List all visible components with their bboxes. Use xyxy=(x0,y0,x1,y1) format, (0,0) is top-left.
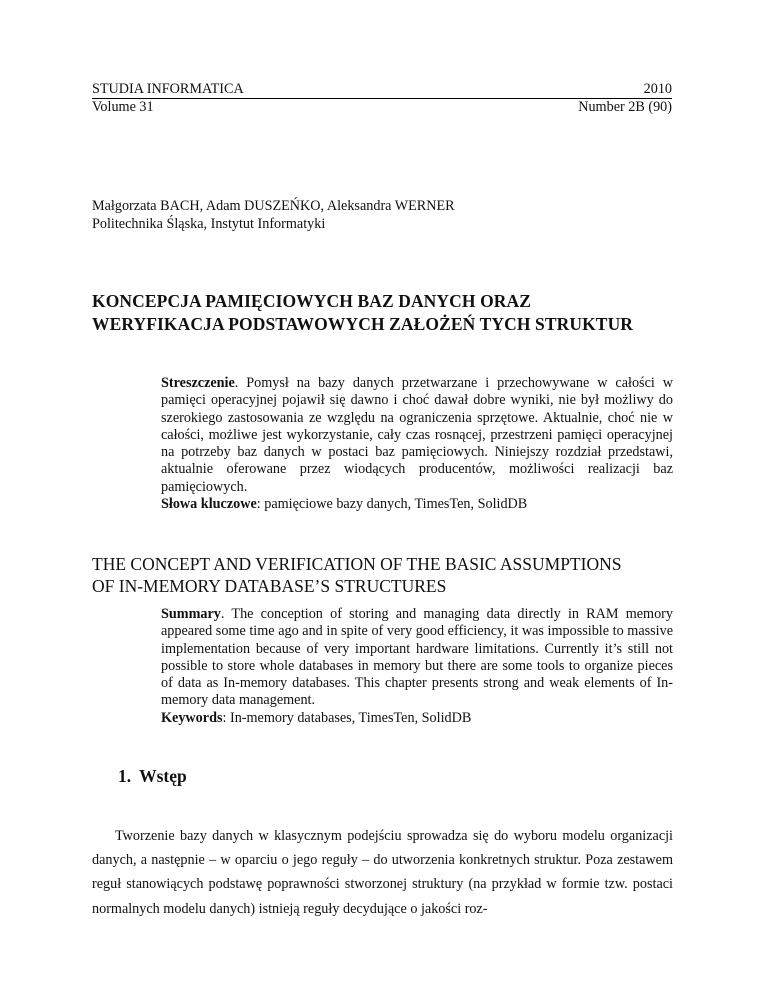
paper-title-polish-line2: WERYFIKACJA PODSTAWOWYCH ZAŁOŻEŃ TYCH STRUKTUR xyxy=(92,314,634,334)
keywords-polish-label: Słowa kluczowe xyxy=(161,496,257,513)
paper-title-english-line1: THE CONCEPT AND VERIFICATION OF THE BASIC ASSUMPTIONS xyxy=(92,554,622,574)
paper-title-polish-line1: KONCEPCJA PAMIĘCIOWYCH BAZ DANYCH ORAZ xyxy=(92,291,532,311)
keywords-polish-list: : pamięciowe bazy danych, TimesTen, SolidDB xyxy=(256,496,528,513)
keywords-english-label: Keywords xyxy=(161,709,223,726)
section-title: Wstęp xyxy=(139,766,187,786)
abstract-english-body: . The conception of storing and managing data directly in RAM memory appeared some time ago and in spite of very good efficiency, it was impossible to massive implementation because of very important hardware limitations. Currently it’s still not possible to store whole databases in memory but there are some tools to organize pieces of data as In-memory databases. This chapter presents strong and weak elements of In-memory data management. xyxy=(161,606,673,709)
abstract-polish-text xyxy=(161,375,673,496)
paper-title-english xyxy=(92,554,692,597)
keywords-english-list: : In-memory databases, TimesTen, SolidDB xyxy=(222,709,472,726)
paper-title-english-line2: OF IN-MEMORY DATABASE’S STRUCTURES xyxy=(92,575,447,596)
abstract-english-label: Summary xyxy=(161,606,221,622)
section-heading-introduction xyxy=(118,765,187,787)
journal-number: Number 2B (90) xyxy=(578,99,672,115)
author-affiliation: Politechnika Śląska, Instytut Informatyki xyxy=(92,216,326,232)
abstract-english-text xyxy=(161,606,673,710)
body-paragraph: Tworzenie bazy danych w klasycznym podejściu sprowadza się do wyboru modelu organizacji danych, a następnie – w oparciu o jego reguły – do utworzenia konkretnych struktur. Poza zestawem reguł stanowiących podstawę poprawności stworzonej struktury (na przykład w formie tzw. postaci normalnych modelu danych) istnieją reguły decydujące o jakości roz- xyxy=(92,828,673,917)
section-number: 1. xyxy=(118,766,132,786)
journal-year: 2010 xyxy=(643,81,672,97)
header-rule xyxy=(92,98,672,99)
journal-name: STUDIA INFORMATICA xyxy=(92,81,244,97)
keywords-english xyxy=(161,710,673,727)
keywords-polish xyxy=(161,496,673,513)
journal-volume: Volume 31 xyxy=(92,99,154,115)
abstract-polish-label: Streszczenie xyxy=(161,375,235,391)
abstract-polish-body: . Pomysł na bazy danych przetwarzane i przechowywane w całości w pamięci operacyjnej pojawił się dawno i choć dawał dobre wyniki, nie był możliwy do szerokiego zastosowania ze względu na ograniczenia sprzętowe. Aktualnie, choć nie w całości, możliwe jest wykorzystanie, cały czas rosnącej, przestrzeni pamięci operacyjnej na potrzeby baz danych w postaci baz pamięciowych. Niniejszy rozdział przedstawi, aktualnie oferowane przez wiodących producentów, możliwości realizacji baz pamięciowych. xyxy=(161,375,673,495)
abstract-polish xyxy=(161,375,673,513)
author-block xyxy=(92,197,455,233)
paper-title-polish xyxy=(92,290,692,336)
author-names: Małgorzata BACH, Adam DUSZEŃKO, Aleksandra WERNER xyxy=(92,198,455,214)
abstract-english xyxy=(161,606,673,727)
